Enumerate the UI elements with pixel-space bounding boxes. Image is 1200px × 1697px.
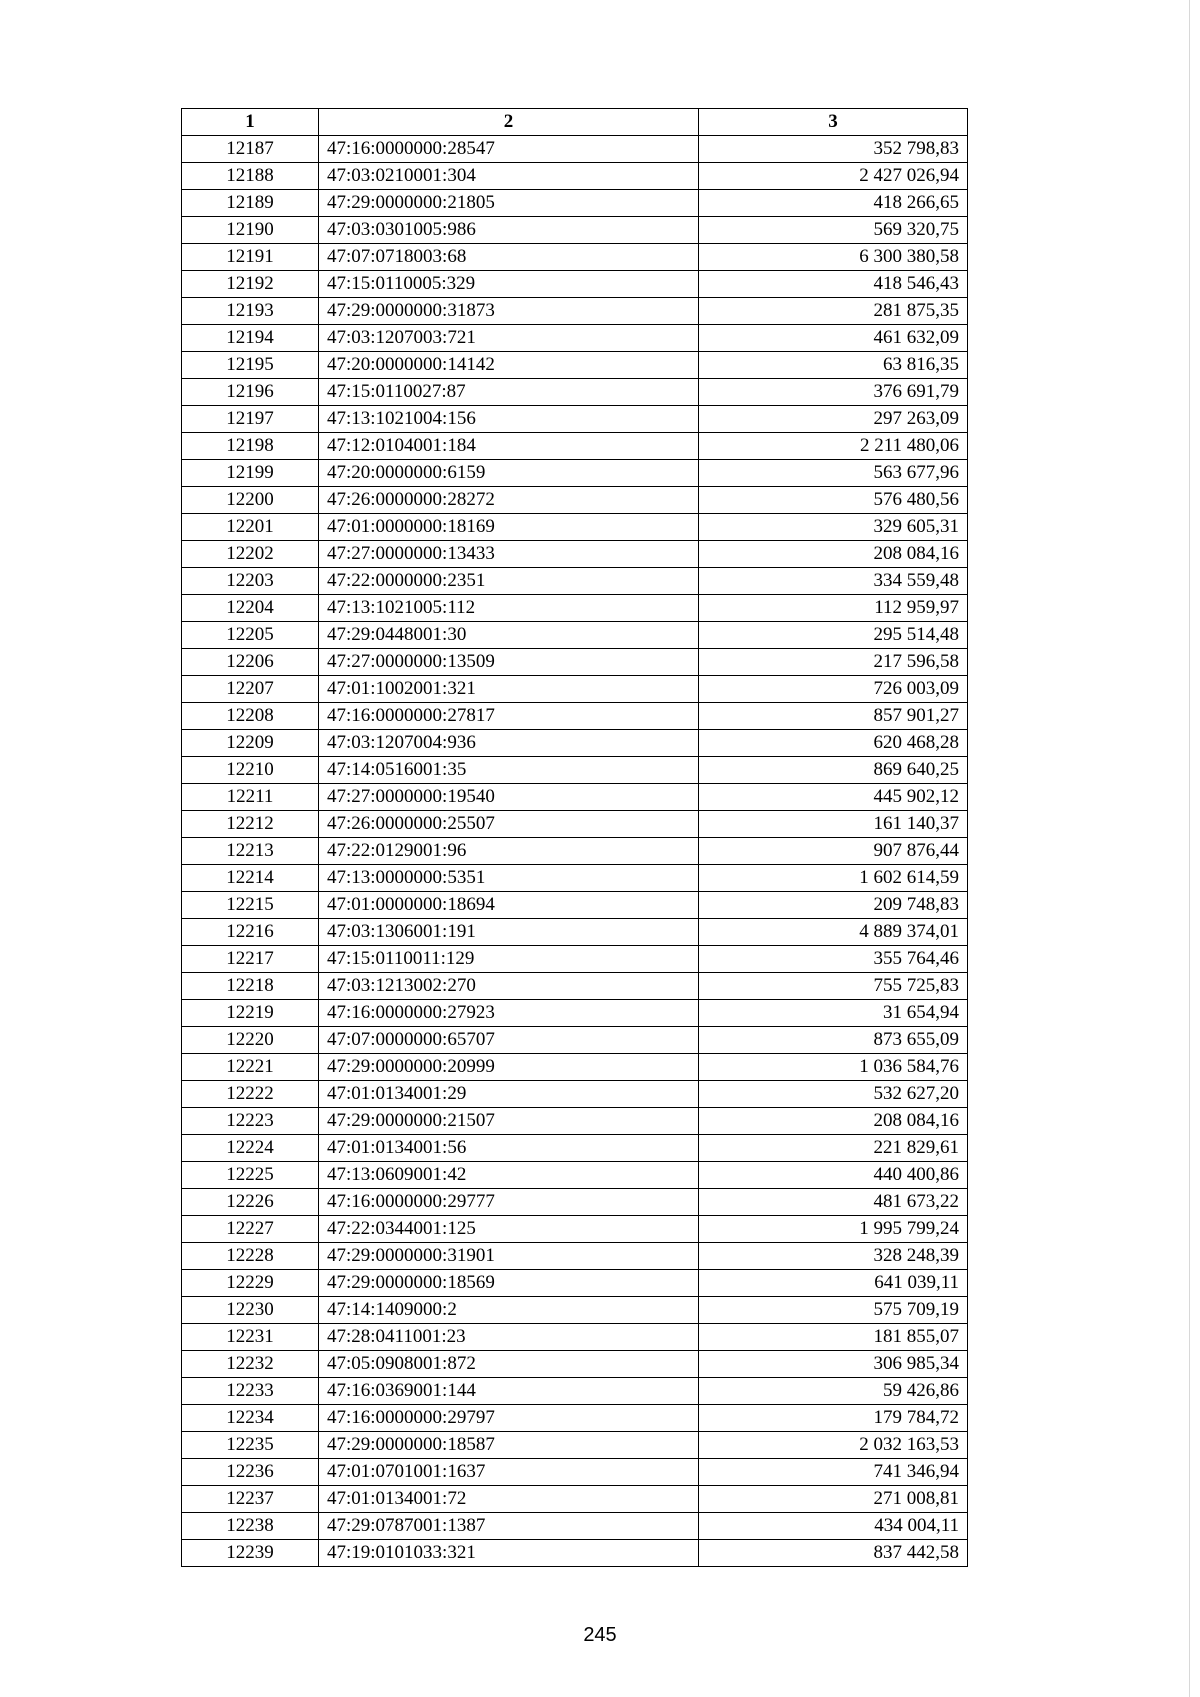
row-number-cell: 12204 bbox=[182, 595, 319, 622]
cadastral-number-cell: 47:03:1207004:936 bbox=[319, 730, 699, 757]
table-row bbox=[182, 190, 968, 217]
row-number-cell: 12193 bbox=[182, 298, 319, 325]
cadastral-value-cell: 179 784,72 bbox=[699, 1405, 968, 1432]
row-number-cell: 12228 bbox=[182, 1243, 319, 1270]
table-row bbox=[182, 244, 968, 271]
table-row bbox=[182, 1081, 968, 1108]
row-number-cell: 12202 bbox=[182, 541, 319, 568]
cadastral-number-cell: 47:01:1002001:321 bbox=[319, 676, 699, 703]
table-row bbox=[182, 838, 968, 865]
cadastral-value-cell: 31 654,94 bbox=[699, 1000, 968, 1027]
table-row bbox=[182, 1432, 968, 1459]
cadastral-value-cell: 281 875,35 bbox=[699, 298, 968, 325]
cadastral-number-cell: 47:15:0110027:87 bbox=[319, 379, 699, 406]
row-number-cell: 12206 bbox=[182, 649, 319, 676]
row-number-cell: 12231 bbox=[182, 1324, 319, 1351]
row-number-cell: 12217 bbox=[182, 946, 319, 973]
cadastral-value-cell: 2 211 480,06 bbox=[699, 433, 968, 460]
row-number-cell: 12224 bbox=[182, 1135, 319, 1162]
cadastral-value-cell: 907 876,44 bbox=[699, 838, 968, 865]
cadastral-value-cell: 221 829,61 bbox=[699, 1135, 968, 1162]
table-row bbox=[182, 1270, 968, 1297]
cadastral-number-cell: 47:27:0000000:19540 bbox=[319, 784, 699, 811]
cadastral-value-cell: 306 985,34 bbox=[699, 1351, 968, 1378]
cadastral-number-cell: 47:01:0000000:18694 bbox=[319, 892, 699, 919]
row-number-cell: 12218 bbox=[182, 973, 319, 1000]
table-row bbox=[182, 1216, 968, 1243]
table-row bbox=[182, 946, 968, 973]
cadastral-number-cell: 47:27:0000000:13433 bbox=[319, 541, 699, 568]
row-number-cell: 12230 bbox=[182, 1297, 319, 1324]
cadastral-value-cell: 576 480,56 bbox=[699, 487, 968, 514]
cadastral-number-cell: 47:01:0134001:56 bbox=[319, 1135, 699, 1162]
table-row bbox=[182, 406, 968, 433]
cadastral-value-cell: 1 036 584,76 bbox=[699, 1054, 968, 1081]
cadastral-value-cell: 59 426,86 bbox=[699, 1378, 968, 1405]
cadastral-value-cell: 161 140,37 bbox=[699, 811, 968, 838]
cadastral-value-cell: 2 032 163,53 bbox=[699, 1432, 968, 1459]
cadastral-value-cell: 481 673,22 bbox=[699, 1189, 968, 1216]
cadastral-value-cell: 418 546,43 bbox=[699, 271, 968, 298]
row-number-cell: 12233 bbox=[182, 1378, 319, 1405]
cadastral-number-cell: 47:07:0718003:68 bbox=[319, 244, 699, 271]
cadastral-number-cell: 47:29:0448001:30 bbox=[319, 622, 699, 649]
table-row bbox=[182, 487, 968, 514]
cadastral-value-cell: 873 655,09 bbox=[699, 1027, 968, 1054]
cadastral-value-cell: 445 902,12 bbox=[699, 784, 968, 811]
cadastral-number-cell: 47:15:0110011:129 bbox=[319, 946, 699, 973]
table-row bbox=[182, 379, 968, 406]
cadastral-number-cell: 47:12:0104001:184 bbox=[319, 433, 699, 460]
cadastral-value-cell: 857 901,27 bbox=[699, 703, 968, 730]
cadastral-number-cell: 47:26:0000000:28272 bbox=[319, 487, 699, 514]
cadastral-number-cell: 47:13:1021004:156 bbox=[319, 406, 699, 433]
row-number-cell: 12235 bbox=[182, 1432, 319, 1459]
table-row bbox=[182, 1000, 968, 1027]
table-row bbox=[182, 919, 968, 946]
cadastral-number-cell: 47:29:0000000:20999 bbox=[319, 1054, 699, 1081]
row-number-cell: 12198 bbox=[182, 433, 319, 460]
page-edge-line bbox=[1189, 0, 1190, 1697]
table-row bbox=[182, 1459, 968, 1486]
table-row bbox=[182, 1486, 968, 1513]
header-row bbox=[182, 109, 968, 136]
table-row bbox=[182, 1135, 968, 1162]
cadastral-number-cell: 47:07:0000000:65707 bbox=[319, 1027, 699, 1054]
table-row bbox=[182, 622, 968, 649]
cadastral-number-cell: 47:03:0301005:986 bbox=[319, 217, 699, 244]
table-row bbox=[182, 1540, 968, 1567]
row-number-cell: 12197 bbox=[182, 406, 319, 433]
row-number-cell: 12209 bbox=[182, 730, 319, 757]
row-number-cell: 12214 bbox=[182, 865, 319, 892]
table-row bbox=[182, 298, 968, 325]
table-row bbox=[182, 649, 968, 676]
cadastral-number-cell: 47:01:0000000:18169 bbox=[319, 514, 699, 541]
row-number-cell: 12201 bbox=[182, 514, 319, 541]
table-row bbox=[182, 163, 968, 190]
cadastral-value-cell: 217 596,58 bbox=[699, 649, 968, 676]
table-row bbox=[182, 676, 968, 703]
table-header bbox=[182, 109, 968, 136]
cadastral-value-cell: 63 816,35 bbox=[699, 352, 968, 379]
cadastral-number-cell: 47:29:0787001:1387 bbox=[319, 1513, 699, 1540]
cadastral-number-cell: 47:29:0000000:18587 bbox=[319, 1432, 699, 1459]
row-number-cell: 12229 bbox=[182, 1270, 319, 1297]
cadastral-value-cell: 295 514,48 bbox=[699, 622, 968, 649]
cadastral-number-cell: 47:29:0000000:18569 bbox=[319, 1270, 699, 1297]
cadastral-value-cell: 620 468,28 bbox=[699, 730, 968, 757]
cadastral-number-cell: 47:29:0000000:31901 bbox=[319, 1243, 699, 1270]
cadastral-value-cell: 418 266,65 bbox=[699, 190, 968, 217]
cadastral-number-cell: 47:13:1021005:112 bbox=[319, 595, 699, 622]
table-row bbox=[182, 1324, 968, 1351]
cadastral-value-cell: 208 084,16 bbox=[699, 541, 968, 568]
row-number-cell: 12203 bbox=[182, 568, 319, 595]
row-number-cell: 12212 bbox=[182, 811, 319, 838]
cadastral-number-cell: 47:16:0000000:29777 bbox=[319, 1189, 699, 1216]
cadastral-value-cell: 837 442,58 bbox=[699, 1540, 968, 1567]
row-number-cell: 12210 bbox=[182, 757, 319, 784]
row-number-cell: 12191 bbox=[182, 244, 319, 271]
cadastral-value-cell: 440 400,86 bbox=[699, 1162, 968, 1189]
table-row bbox=[182, 757, 968, 784]
cadastral-number-cell: 47:16:0369001:144 bbox=[319, 1378, 699, 1405]
row-number-cell: 12192 bbox=[182, 271, 319, 298]
cadastral-value-cell: 112 959,97 bbox=[699, 595, 968, 622]
cadastral-value-cell: 869 640,25 bbox=[699, 757, 968, 784]
cadastral-value-cell: 641 039,11 bbox=[699, 1270, 968, 1297]
cadastral-value-cell: 334 559,48 bbox=[699, 568, 968, 595]
cadastral-value-cell: 297 263,09 bbox=[699, 406, 968, 433]
cadastral-number-cell: 47:14:1409000:2 bbox=[319, 1297, 699, 1324]
cadastral-value-cell: 2 427 026,94 bbox=[699, 163, 968, 190]
table-row bbox=[182, 784, 968, 811]
cadastral-value-cell: 4 889 374,01 bbox=[699, 919, 968, 946]
table-row bbox=[182, 1027, 968, 1054]
cadastral-number-cell: 47:16:0000000:29797 bbox=[319, 1405, 699, 1432]
table-row bbox=[182, 703, 968, 730]
row-number-cell: 12189 bbox=[182, 190, 319, 217]
column-header-3: 3 bbox=[699, 109, 968, 136]
cadastral-number-cell: 47:29:0000000:21507 bbox=[319, 1108, 699, 1135]
row-number-cell: 12195 bbox=[182, 352, 319, 379]
cadastral-value-cell: 271 008,81 bbox=[699, 1486, 968, 1513]
cadastral-number-cell: 47:13:0609001:42 bbox=[319, 1162, 699, 1189]
cadastral-number-cell: 47:22:0344001:125 bbox=[319, 1216, 699, 1243]
row-number-cell: 12199 bbox=[182, 460, 319, 487]
cadastral-value-cell: 355 764,46 bbox=[699, 946, 968, 973]
table-row bbox=[182, 541, 968, 568]
row-number-cell: 12188 bbox=[182, 163, 319, 190]
table-row bbox=[182, 1162, 968, 1189]
cadastral-number-cell: 47:26:0000000:25507 bbox=[319, 811, 699, 838]
cadastral-number-cell: 47:03:0210001:304 bbox=[319, 163, 699, 190]
table-row bbox=[182, 217, 968, 244]
table-row bbox=[182, 595, 968, 622]
cadastral-value-cell: 726 003,09 bbox=[699, 676, 968, 703]
cadastral-number-cell: 47:20:0000000:6159 bbox=[319, 460, 699, 487]
row-number-cell: 12238 bbox=[182, 1513, 319, 1540]
table-row bbox=[182, 325, 968, 352]
row-number-cell: 12237 bbox=[182, 1486, 319, 1513]
cadastral-number-cell: 47:03:1207003:721 bbox=[319, 325, 699, 352]
cadastral-value-cell: 1 995 799,24 bbox=[699, 1216, 968, 1243]
cadastral-value-cell: 181 855,07 bbox=[699, 1324, 968, 1351]
cadastral-number-cell: 47:14:0516001:35 bbox=[319, 757, 699, 784]
cadastral-value-cell: 434 004,11 bbox=[699, 1513, 968, 1540]
page-number: 245 bbox=[583, 1624, 617, 1646]
table-row bbox=[182, 865, 968, 892]
table-row bbox=[182, 1297, 968, 1324]
row-number-cell: 12232 bbox=[182, 1351, 319, 1378]
row-number-cell: 12236 bbox=[182, 1459, 319, 1486]
cadastral-number-cell: 47:13:0000000:5351 bbox=[319, 865, 699, 892]
table-row bbox=[182, 1108, 968, 1135]
cadastral-number-cell: 47:19:0101033:321 bbox=[319, 1540, 699, 1567]
row-number-cell: 12221 bbox=[182, 1054, 319, 1081]
row-number-cell: 12213 bbox=[182, 838, 319, 865]
cadastral-value-cell: 6 300 380,58 bbox=[699, 244, 968, 271]
row-number-cell: 12200 bbox=[182, 487, 319, 514]
column-header-1: 1 bbox=[182, 109, 319, 136]
row-number-cell: 12207 bbox=[182, 676, 319, 703]
row-number-cell: 12220 bbox=[182, 1027, 319, 1054]
cadastral-value-cell: 1 602 614,59 bbox=[699, 865, 968, 892]
table-row bbox=[182, 1189, 968, 1216]
table-row bbox=[182, 892, 968, 919]
cadastral-number-cell: 47:16:0000000:28547 bbox=[319, 136, 699, 163]
cadastral-number-cell: 47:28:0411001:23 bbox=[319, 1324, 699, 1351]
table-row bbox=[182, 271, 968, 298]
cadastral-number-cell: 47:20:0000000:14142 bbox=[319, 352, 699, 379]
cadastral-value-cell: 328 248,39 bbox=[699, 1243, 968, 1270]
table-row bbox=[182, 811, 968, 838]
row-number-cell: 12211 bbox=[182, 784, 319, 811]
table-row bbox=[182, 1513, 968, 1540]
cadastral-value-table bbox=[181, 108, 968, 1567]
table-row bbox=[182, 1405, 968, 1432]
cadastral-value-cell: 208 084,16 bbox=[699, 1108, 968, 1135]
row-number-cell: 12196 bbox=[182, 379, 319, 406]
row-number-cell: 12190 bbox=[182, 217, 319, 244]
cadastral-number-cell: 47:22:0000000:2351 bbox=[319, 568, 699, 595]
table-row bbox=[182, 136, 968, 163]
table-row bbox=[182, 460, 968, 487]
row-number-cell: 12216 bbox=[182, 919, 319, 946]
table-row bbox=[182, 973, 968, 1000]
cadastral-number-cell: 47:15:0110005:329 bbox=[319, 271, 699, 298]
cadastral-number-cell: 47:29:0000000:21805 bbox=[319, 190, 699, 217]
cadastral-value-cell: 563 677,96 bbox=[699, 460, 968, 487]
cadastral-number-cell: 47:01:0134001:72 bbox=[319, 1486, 699, 1513]
row-number-cell: 12219 bbox=[182, 1000, 319, 1027]
cadastral-value-cell: 352 798,83 bbox=[699, 136, 968, 163]
row-number-cell: 12227 bbox=[182, 1216, 319, 1243]
cadastral-value-cell: 575 709,19 bbox=[699, 1297, 968, 1324]
row-number-cell: 12208 bbox=[182, 703, 319, 730]
cadastral-number-cell: 47:03:1306001:191 bbox=[319, 919, 699, 946]
cadastral-number-cell: 47:29:0000000:31873 bbox=[319, 298, 699, 325]
row-number-cell: 12194 bbox=[182, 325, 319, 352]
row-number-cell: 12234 bbox=[182, 1405, 319, 1432]
cadastral-value-cell: 741 346,94 bbox=[699, 1459, 968, 1486]
table-row bbox=[182, 352, 968, 379]
row-number-cell: 12187 bbox=[182, 136, 319, 163]
cadastral-value-cell: 329 605,31 bbox=[699, 514, 968, 541]
table-row bbox=[182, 568, 968, 595]
cadastral-number-cell: 47:03:1213002:270 bbox=[319, 973, 699, 1000]
table-row bbox=[182, 1243, 968, 1270]
cadastral-number-cell: 47:01:0701001:1637 bbox=[319, 1459, 699, 1486]
cadastral-value-cell: 376 691,79 bbox=[699, 379, 968, 406]
row-number-cell: 12223 bbox=[182, 1108, 319, 1135]
table-row bbox=[182, 433, 968, 460]
table-body bbox=[182, 136, 968, 1567]
table-row bbox=[182, 1351, 968, 1378]
cadastral-number-cell: 47:22:0129001:96 bbox=[319, 838, 699, 865]
row-number-cell: 12222 bbox=[182, 1081, 319, 1108]
cadastral-value-cell: 209 748,83 bbox=[699, 892, 968, 919]
table-row bbox=[182, 1054, 968, 1081]
row-number-cell: 12215 bbox=[182, 892, 319, 919]
table-row bbox=[182, 730, 968, 757]
table-row bbox=[182, 1378, 968, 1405]
cadastral-value-cell: 532 627,20 bbox=[699, 1081, 968, 1108]
cadastral-number-cell: 47:16:0000000:27923 bbox=[319, 1000, 699, 1027]
row-number-cell: 12225 bbox=[182, 1162, 319, 1189]
cadastral-value-cell: 461 632,09 bbox=[699, 325, 968, 352]
cadastral-number-cell: 47:27:0000000:13509 bbox=[319, 649, 699, 676]
row-number-cell: 12205 bbox=[182, 622, 319, 649]
cadastral-number-cell: 47:05:0908001:872 bbox=[319, 1351, 699, 1378]
cadastral-number-cell: 47:01:0134001:29 bbox=[319, 1081, 699, 1108]
cadastral-value-cell: 755 725,83 bbox=[699, 973, 968, 1000]
row-number-cell: 12239 bbox=[182, 1540, 319, 1567]
column-header-2: 2 bbox=[319, 109, 699, 136]
table-row bbox=[182, 514, 968, 541]
cadastral-number-cell: 47:16:0000000:27817 bbox=[319, 703, 699, 730]
cadastral-value-cell: 569 320,75 bbox=[699, 217, 968, 244]
row-number-cell: 12226 bbox=[182, 1189, 319, 1216]
